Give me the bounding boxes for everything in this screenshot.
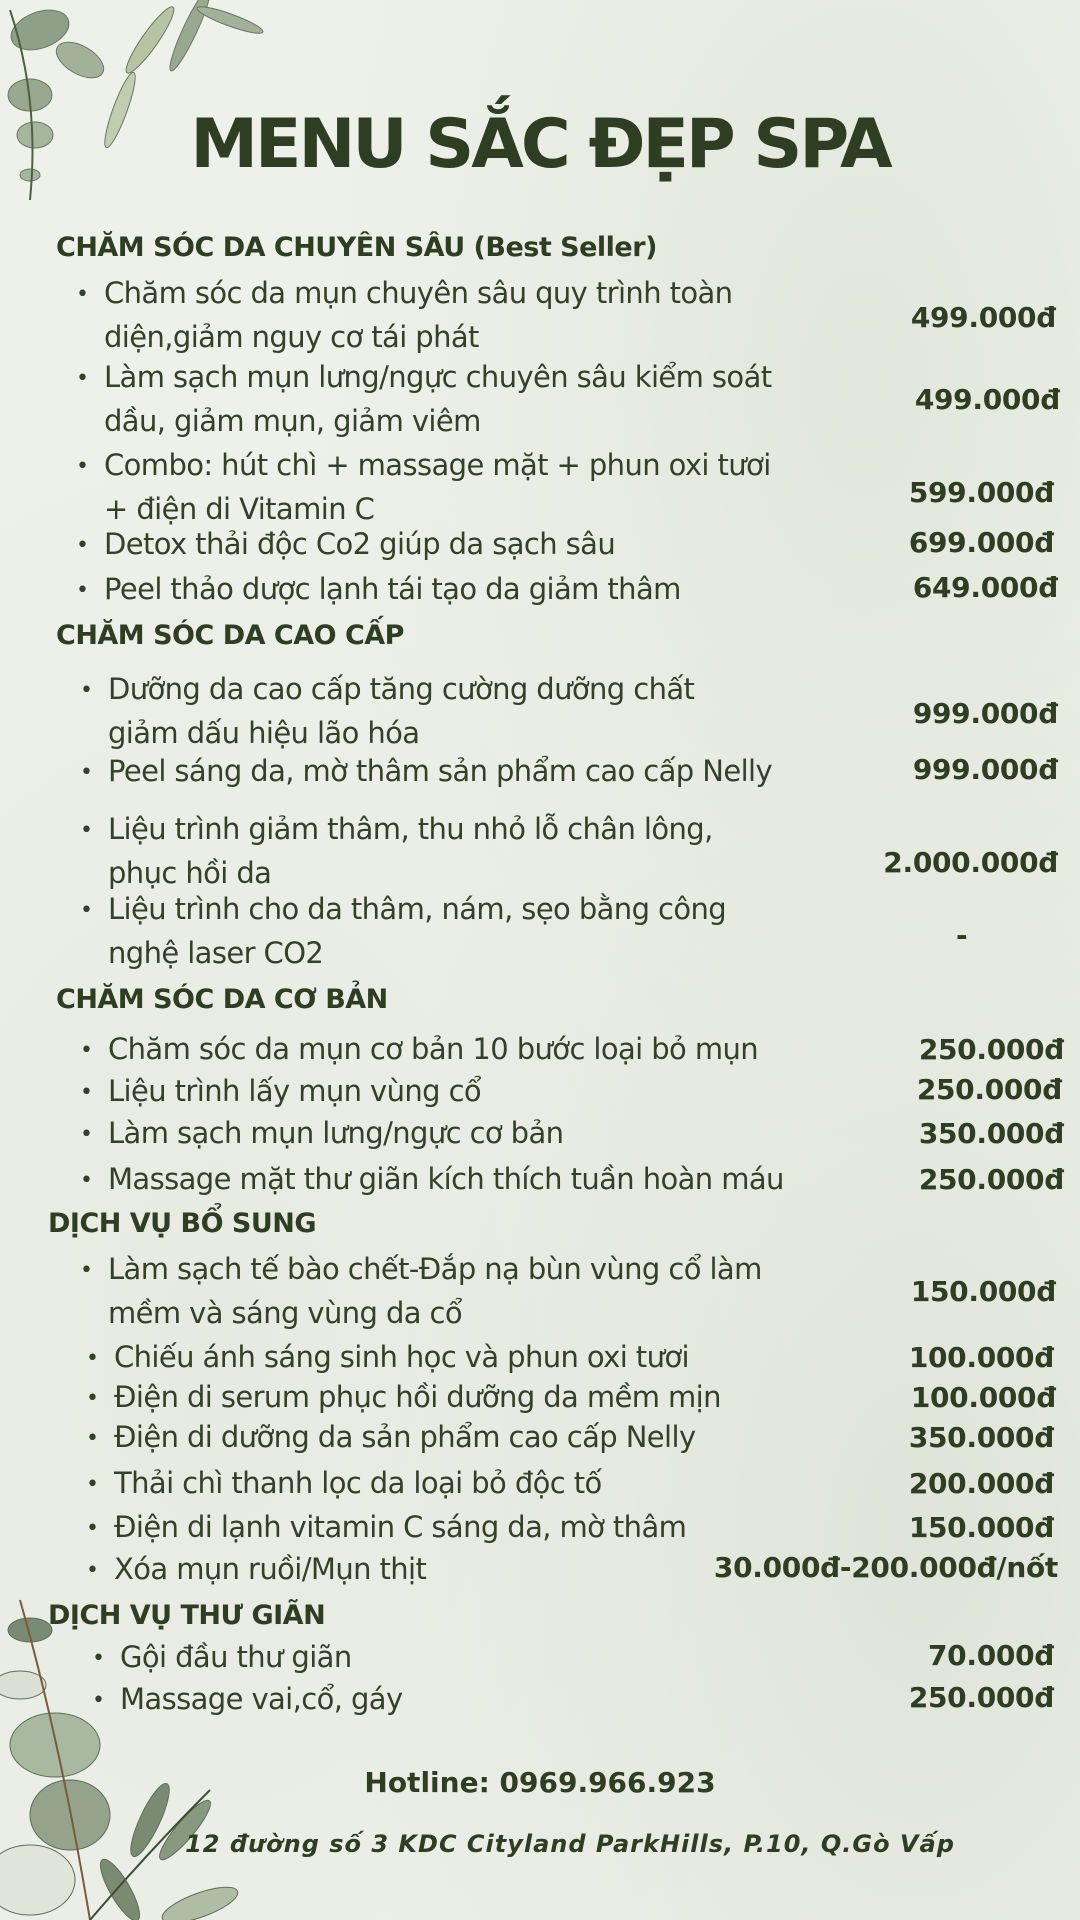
section-heading-relaxation-services: DỊCH VỤ THƯ GIÃN bbox=[48, 1600, 326, 1631]
item-price: 350.000đ bbox=[908, 1421, 1054, 1454]
bullet: • bbox=[76, 578, 89, 603]
bullet: • bbox=[76, 533, 89, 558]
item-name: Massage vai,cổ, gáy bbox=[120, 1682, 403, 1716]
menu-item bbox=[86, 1416, 696, 1460]
menu-item bbox=[86, 1548, 426, 1592]
item-price: 70.000đ bbox=[928, 1639, 1054, 1672]
item-name: Chăm sóc da mụn cơ bản 10 bước loại bỏ mụn bbox=[108, 1032, 759, 1066]
section-heading-premium-care: CHĂM SÓC DA CAO CẤP bbox=[56, 620, 404, 651]
item-price: 599.000đ bbox=[908, 476, 1054, 509]
item-name-line2: dầu, giảm mụn, giảm viêm bbox=[104, 404, 481, 438]
menu-item bbox=[76, 568, 681, 612]
bullet: • bbox=[80, 760, 93, 785]
section-heading-additional-services: DỊCH VỤ BỔ SUNG bbox=[48, 1208, 317, 1239]
menu-item bbox=[76, 356, 772, 442]
bullet: • bbox=[92, 1646, 105, 1671]
item-name: Điện di lạnh vitamin C sáng da, mờ thâm bbox=[114, 1510, 687, 1544]
item-name: Peel thảo dược lạnh tái tạo da giảm thâm bbox=[104, 572, 681, 606]
page-title: MENU SẮC ĐẸP SPA bbox=[190, 105, 890, 184]
item-name: Detox thải độc Co2 giúp da sạch sâu bbox=[104, 527, 616, 561]
menu-item bbox=[92, 1636, 352, 1680]
item-price: 499.000đ bbox=[910, 301, 1056, 334]
menu-item bbox=[80, 1070, 481, 1114]
item-name: Thải chì thanh lọc da loại bỏ độc tố bbox=[114, 1466, 602, 1500]
menu-item bbox=[86, 1506, 686, 1550]
item-name-line2: giảm dấu hiệu lão hóa bbox=[108, 716, 420, 750]
menu-item bbox=[86, 1376, 721, 1420]
item-price: 999.000đ bbox=[912, 753, 1058, 786]
item-price: 250.000đ bbox=[908, 1681, 1054, 1714]
item-price: - bbox=[956, 919, 968, 952]
bullet: • bbox=[80, 818, 93, 843]
bullet: • bbox=[80, 1168, 93, 1193]
item-name: Làm sạch mụn lưng/ngực cơ bản bbox=[108, 1116, 564, 1150]
item-name: Liệu trình lấy mụn vùng cổ bbox=[108, 1074, 482, 1108]
menu-item bbox=[76, 523, 615, 567]
item-name: Massage mặt thư giãn kích thích tuần hoàn máu bbox=[108, 1162, 784, 1196]
bullet: • bbox=[76, 454, 89, 479]
address: 12 đường số 3 KDC Cityland ParkHills, P.10, Q.Gò Vấp bbox=[185, 1830, 955, 1858]
item-price: 100.000đ bbox=[908, 1341, 1054, 1374]
menu-item bbox=[92, 1678, 403, 1722]
item-name: Điện di serum phục hồi dưỡng da mềm mịn bbox=[114, 1380, 721, 1414]
item-name-line1: Liệu trình giảm thâm, thu nhỏ lỗ chân lông, bbox=[108, 812, 713, 846]
menu-item bbox=[80, 1158, 784, 1202]
bullet: • bbox=[86, 1386, 99, 1411]
item-name-line1: Làm sạch mụn lưng/ngực chuyên sâu kiểm soát bbox=[104, 360, 772, 394]
menu-item bbox=[80, 888, 726, 974]
item-price: 2.000.000đ bbox=[883, 846, 1058, 879]
item-name: Gội đầu thư giãn bbox=[120, 1640, 352, 1674]
item-name-line2: phục hồi da bbox=[108, 856, 272, 890]
bullet: • bbox=[86, 1516, 99, 1541]
menu-item bbox=[86, 1336, 689, 1380]
item-name-line2: nghệ laser CO2 bbox=[108, 936, 324, 970]
bullet: • bbox=[80, 1080, 93, 1105]
section-heading-basic-care: CHĂM SÓC DA CƠ BẢN bbox=[56, 984, 388, 1015]
item-name: Xóa mụn ruồi/Mụn thịt bbox=[114, 1552, 427, 1586]
menu-item bbox=[80, 668, 694, 754]
bullet: • bbox=[80, 898, 93, 923]
menu-item bbox=[80, 750, 772, 794]
menu-item bbox=[76, 272, 732, 358]
menu-item bbox=[76, 444, 771, 530]
bullet: • bbox=[80, 1122, 93, 1147]
menu-item bbox=[80, 1112, 563, 1156]
bullet: • bbox=[76, 282, 89, 307]
item-name-line2: + điện di Vitamin C bbox=[104, 492, 375, 526]
item-name: Peel sáng da, mờ thâm sản phẩm cao cấp Nelly bbox=[108, 754, 773, 788]
item-price: 250.000đ bbox=[918, 1163, 1064, 1196]
menu-item bbox=[86, 1462, 602, 1506]
item-name-line1: Làm sạch tế bào chết-Đắp nạ bùn vùng cổ làm bbox=[108, 1252, 762, 1286]
menu-item bbox=[80, 1248, 762, 1334]
menu-item bbox=[80, 1028, 758, 1072]
bullet: • bbox=[86, 1472, 99, 1497]
bullet: • bbox=[86, 1346, 99, 1371]
bullet: • bbox=[86, 1426, 99, 1451]
item-price: 499.000đ bbox=[914, 383, 1060, 416]
bullet: • bbox=[80, 1038, 93, 1063]
item-price: 150.000đ bbox=[910, 1275, 1056, 1308]
item-name: Chiếu ánh sáng sinh học và phun oxi tươi bbox=[114, 1340, 689, 1374]
bullet: • bbox=[80, 678, 93, 703]
item-name: Điện di dưỡng da sản phẩm cao cấp Nelly bbox=[114, 1420, 696, 1454]
menu-item bbox=[80, 808, 713, 894]
item-name-line1: Dưỡng da cao cấp tăng cường dưỡng chất bbox=[108, 672, 695, 706]
item-price: 699.000đ bbox=[908, 526, 1054, 559]
hotline: Hotline: 0969.966.923 bbox=[364, 1766, 716, 1799]
item-price: 649.000đ bbox=[912, 571, 1058, 604]
bullet: • bbox=[86, 1558, 99, 1583]
section-heading-intensive-care: CHĂM SÓC DA CHUYÊN SÂU (Best Seller) bbox=[56, 232, 657, 263]
item-price: 350.000đ bbox=[918, 1117, 1064, 1150]
item-price: 200.000đ bbox=[908, 1467, 1054, 1500]
item-price: 250.000đ bbox=[918, 1033, 1064, 1066]
item-price: 999.000đ bbox=[912, 697, 1058, 730]
item-price: 150.000đ bbox=[908, 1511, 1054, 1544]
item-price: 250.000đ bbox=[916, 1073, 1062, 1106]
item-name-line1: Liệu trình cho da thâm, nám, sẹo bằng công bbox=[108, 892, 727, 926]
bullet: • bbox=[80, 1258, 93, 1283]
item-price: 100.000đ bbox=[910, 1381, 1056, 1414]
bullet: • bbox=[76, 366, 89, 391]
bullet: • bbox=[92, 1688, 105, 1713]
item-price: 30.000đ-200.000đ/nốt bbox=[713, 1551, 1058, 1584]
item-name-line1: Chăm sóc da mụn chuyên sâu quy trình toàn bbox=[104, 276, 733, 310]
item-name-line2: diện,giảm nguy cơ tái phát bbox=[104, 320, 479, 354]
item-name-line1: Combo: hút chì + massage mặt + phun oxi tươi bbox=[104, 448, 771, 482]
item-name-line2: mềm và sáng vùng da cổ bbox=[108, 1296, 463, 1330]
